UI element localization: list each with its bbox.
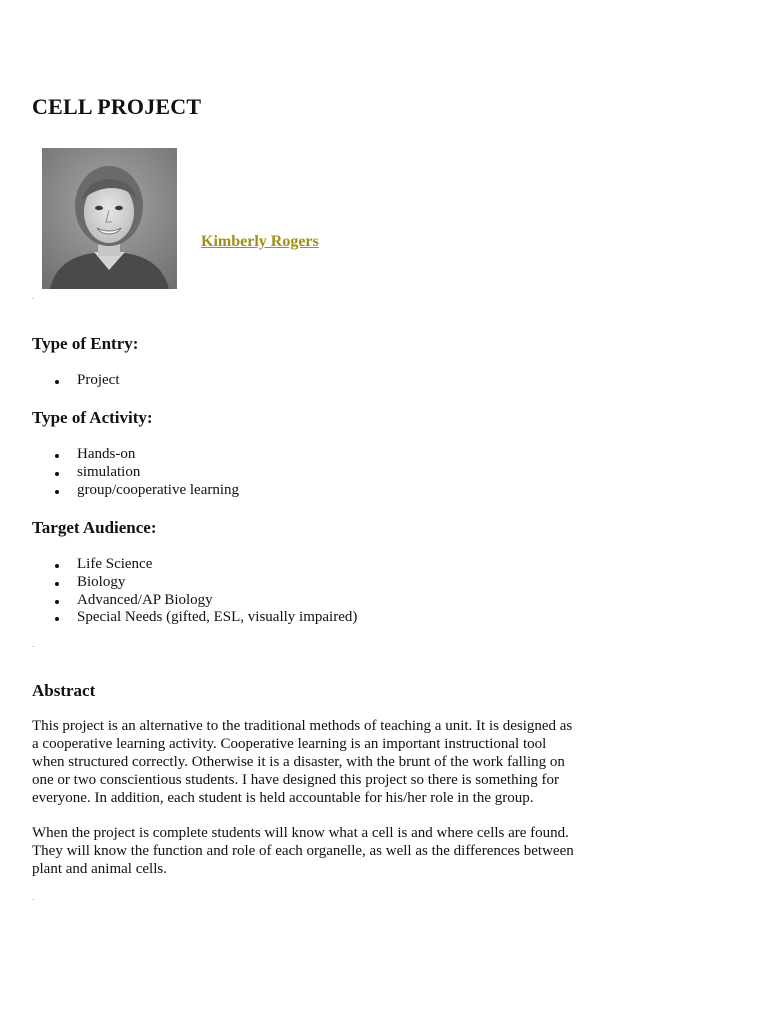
list-item: group/cooperative learning <box>77 481 240 498</box>
audience-heading: Target Audience: <box>32 518 157 537</box>
page-title: CELL PROJECT <box>32 94 202 119</box>
spacer-dot <box>32 298 34 299</box>
author-name-link[interactable]: Kimberly Rogers <box>201 233 319 250</box>
spacer-dot <box>32 646 34 647</box>
list-item: simulation <box>77 464 239 482</box>
list-item: Life Science <box>77 556 357 574</box>
activity-heading: Type of Activity: <box>32 408 153 427</box>
entry-heading: Type of Entry: <box>32 334 139 353</box>
abstract-heading: Abstract <box>32 681 96 700</box>
abstract-paragraph: This project is an alternative to the traditional methods of teaching a unit. It is designed as a cooperative learning activity. Cooperative learning is an important instructional tool when structured correctly. Otherwise it is a disaster, with the brunt of the work falling on one or two conscientious students. I have designed this project so there is something for everyone. In addition, each student is held accountable for his/her role in the group. <box>32 718 573 806</box>
entry-list <box>32 372 120 390</box>
author-photo <box>42 148 177 289</box>
audience-list <box>32 556 357 627</box>
list-item: Project <box>77 372 120 388</box>
spacer-dot <box>32 899 34 900</box>
list-item: Hands-on <box>77 446 239 464</box>
list-item: Advanced/AP Biology <box>77 592 357 610</box>
abstract-paragraph: When the project is complete students will know what a cell is and where cells are found. They will know the function and role of each organelle, as well as the differences between plant and animal cells. <box>32 825 574 877</box>
list-item: Special Needs (gifted, ESL, visually impaired) <box>77 609 358 626</box>
activity-list <box>32 446 239 499</box>
author-row <box>42 148 442 289</box>
list-item: Biology <box>77 574 357 592</box>
